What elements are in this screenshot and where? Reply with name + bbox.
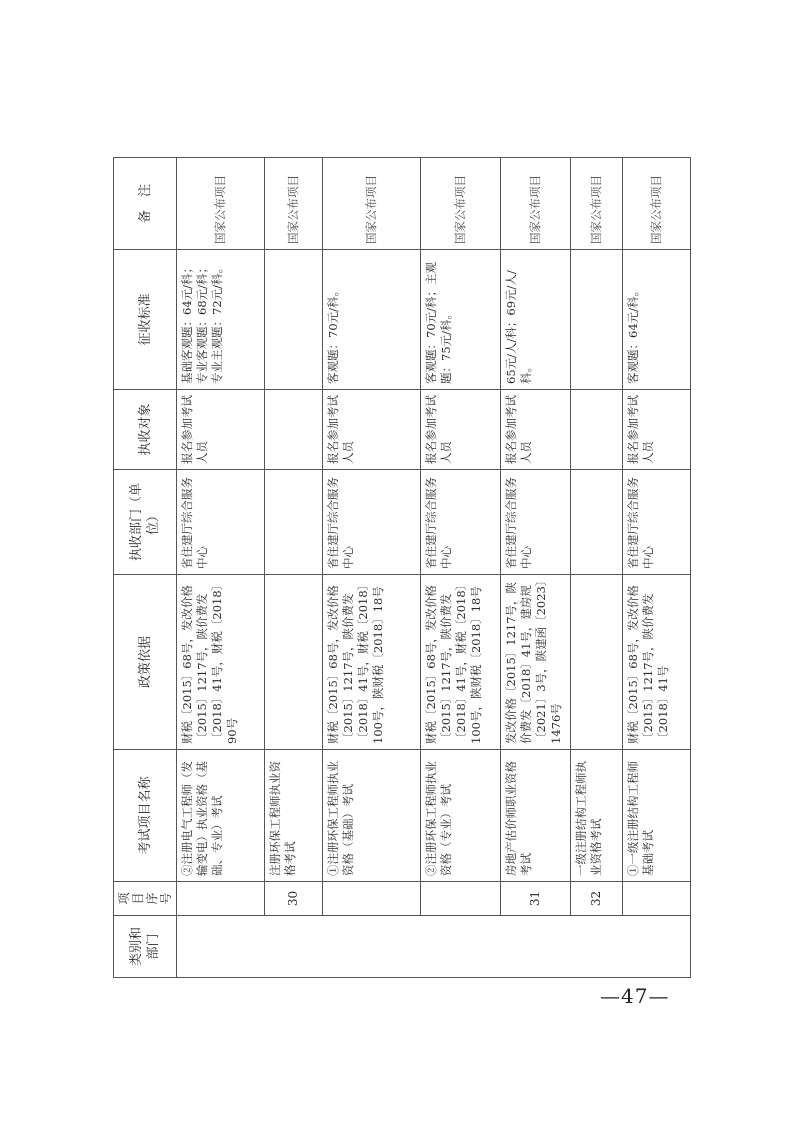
- item-no-cell: 32: [571, 882, 623, 916]
- remark-cell: 国家公布项目: [623, 158, 691, 250]
- table-row: [421, 158, 501, 978]
- table-row: [323, 158, 421, 978]
- dept-cell: [265, 470, 323, 575]
- policy-cell: 发改价格〔2015〕1217号，陕价费发〔2018〕41号，建房规〔2021〕3号，陕建函〔2023〕1476号: [501, 575, 571, 750]
- header-category: 类别和部门: [114, 916, 177, 978]
- dept-cell: [571, 470, 623, 575]
- header-standard: 征收标准: [114, 250, 177, 390]
- header-policy: 政策依据: [114, 575, 177, 750]
- dept-cell: 省住建厅综合服务中心: [323, 470, 421, 575]
- target-cell: [571, 390, 623, 470]
- policy-cell: 财税〔2015〕68号，发改价格〔2015〕1217号，陕价费发〔2018〕41号，财税〔2018〕90号: [177, 575, 265, 750]
- item-no-cell: [177, 882, 265, 916]
- standard-cell: 65元/人/科；69元/人/科。: [501, 250, 571, 390]
- table-row: [265, 158, 323, 978]
- rotated-page-content: [113, 158, 673, 978]
- remark-cell: 国家公布项目: [265, 158, 323, 250]
- header-name: 考试项目名称: [114, 750, 177, 882]
- standard-cell: [571, 250, 623, 390]
- name-cell: ②注册环保工程师执业资格（专业）考试: [421, 750, 501, 882]
- item-no-cell: [421, 882, 501, 916]
- item-no-cell: [623, 882, 691, 916]
- header-dept: 执收部门（单位）: [114, 470, 177, 575]
- table-row: [177, 158, 265, 978]
- name-cell: 注册环保工程师执业资格考试: [265, 750, 323, 882]
- dept-cell: 省住建厅综合服务中心: [623, 470, 691, 575]
- target-cell: [265, 390, 323, 470]
- category-cell: [177, 916, 691, 978]
- standard-cell: 基础客观题：64元/科；专业客观题：68元/科；专业主观题：72元/科。: [177, 250, 265, 390]
- dept-cell: 省住建厅综合服务中心: [177, 470, 265, 575]
- target-cell: 报名参加考试人员: [501, 390, 571, 470]
- standard-cell: 客观题：64元/科。: [623, 250, 691, 390]
- remark-cell: 国家公布项目: [177, 158, 265, 250]
- remark-cell: 国家公布项目: [323, 158, 421, 250]
- item-no-cell: 31: [501, 882, 571, 916]
- remark-cell: 国家公布项目: [571, 158, 623, 250]
- name-cell: 一级注册结构工程师执业资格考试: [571, 750, 623, 882]
- page-number: —47—: [600, 984, 670, 1008]
- target-cell: 报名参加考试人员: [177, 390, 265, 470]
- target-cell: 报名参加考试人员: [421, 390, 501, 470]
- standard-cell: 客观题：70元/科。: [323, 250, 421, 390]
- policy-cell: 财税〔2015〕68号，发改价格〔2015〕1217号，陕价费发〔2018〕41号: [623, 575, 691, 750]
- target-cell: 报名参加考试人员: [323, 390, 421, 470]
- policy-cell: 财税〔2015〕68号，发改价格〔2015〕1217号，陕价费发〔2018〕41号，财税〔2018〕100号，陕财税〔2018〕18号: [421, 575, 501, 750]
- exam-fee-table: [113, 157, 691, 978]
- item-no-cell: [323, 882, 421, 916]
- header-target: 执收对象: [114, 390, 177, 470]
- name-cell: ②注册电气工程师（发输变电）执业资格（基础、专业）考试: [177, 750, 265, 882]
- remark-cell: 国家公布项目: [421, 158, 501, 250]
- table-row: [623, 158, 691, 978]
- policy-cell: [571, 575, 623, 750]
- item-no-cell: 30: [265, 882, 323, 916]
- remark-cell: 国家公布项目: [501, 158, 571, 250]
- name-cell: 房地产估价师职业资格考试: [501, 750, 571, 882]
- name-cell: ①注册环保工程师执业资格（基础）考试: [323, 750, 421, 882]
- policy-cell: 财税〔2015〕68号，发改价格〔2015〕1217号，陕价费发〔2018〕41号，财税〔2018〕100号，陕财税〔2018〕18号: [323, 575, 421, 750]
- header-remark: 备 注: [114, 158, 177, 250]
- standard-cell: 客观题：70元/科；主观题：75元/科。: [421, 250, 501, 390]
- name-cell: ①一级注册结构工程师基础考试: [623, 750, 691, 882]
- header-item-no: 项目序号: [114, 882, 177, 916]
- dept-cell: 省住建厅综合服务中心: [501, 470, 571, 575]
- table-row: [571, 158, 623, 978]
- target-cell: 报名参加考试人员: [623, 390, 691, 470]
- table-row: [501, 158, 571, 978]
- policy-cell: [265, 575, 323, 750]
- dept-cell: 省住建厅综合服务中心: [421, 470, 501, 575]
- table-header-row: [114, 158, 177, 978]
- standard-cell: [265, 250, 323, 390]
